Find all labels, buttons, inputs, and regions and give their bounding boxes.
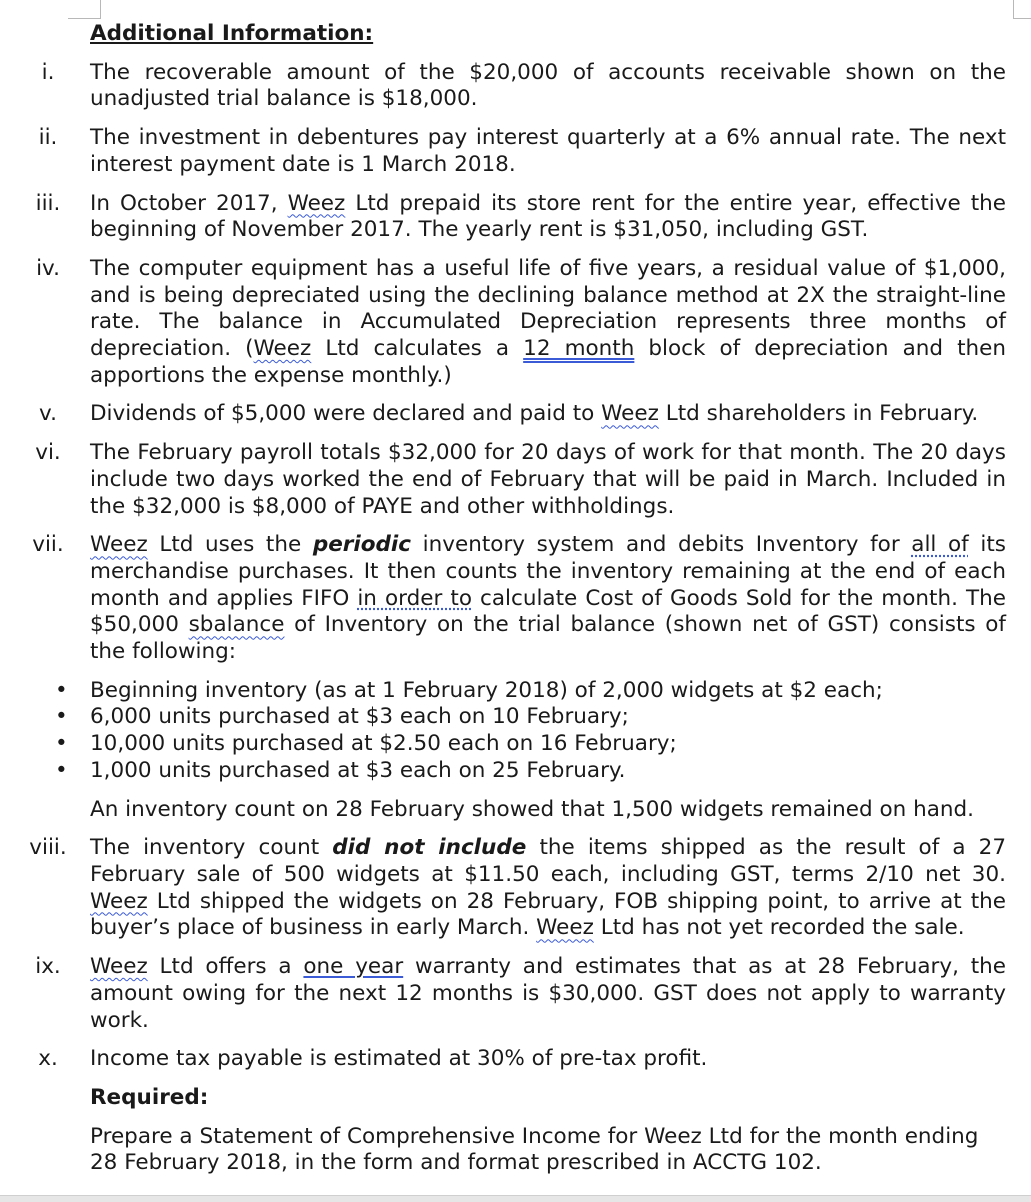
spellcheck-word[interactable]: Weez xyxy=(90,954,148,980)
bullet-text: 10,000 units purchased at $2.50 each on 16 February; xyxy=(90,731,677,757)
list-item-ii xyxy=(38,125,1006,178)
list-item-vii xyxy=(32,532,1006,666)
item-text: Ltd prepaid its store rent for the entire year, effective the beginning of November 2017. The yearly rent is $31,050, including GST. xyxy=(90,190,1006,243)
bullet-icon: • xyxy=(55,704,68,730)
emphasis-text: did not include xyxy=(332,835,527,861)
list-item-i xyxy=(41,59,1006,113)
list-item-iv xyxy=(36,255,1006,390)
list-item-vi xyxy=(35,440,1006,520)
bullet-text: 1,000 units purchased at $3 each on 25 February. xyxy=(90,757,626,783)
grammar-flag[interactable]: 12 month xyxy=(523,336,635,362)
page-corner-mark-right xyxy=(1013,0,1031,19)
item-text: its merchandise purchases. It then counts the inventory remaining at the end of each month and applies FIFO xyxy=(90,532,1006,611)
item-number: vii. xyxy=(32,532,64,558)
document-body xyxy=(29,21,1007,1189)
item-text: Ltd calculates a xyxy=(311,336,524,362)
item-number: x. xyxy=(38,1046,58,1072)
list-item-ix xyxy=(35,954,1007,1034)
inventory-count-note: An inventory count on 28 February showed that 1,500 widgets remained on hand. xyxy=(90,796,974,822)
item-text: warranty and estimates that as at 28 February, the amount owing for the next 12 months is $30,000. GST does not apply to warranty work. xyxy=(90,954,1007,1033)
grammar-flag[interactable]: in order to xyxy=(357,585,472,611)
emphasis-text: periodic xyxy=(312,532,412,558)
list-item-viii xyxy=(29,835,1006,942)
item-text: The recoverable amount of the $20,000 of accounts receivable shown on the unadjusted trial balance is $18,000. xyxy=(90,59,1006,112)
item-text: Ltd has not yet recorded the sale. xyxy=(593,915,965,941)
list-item-x xyxy=(38,1046,1006,1073)
item-text: The computer equipment has a useful life of five years, a residual value of $1,000, and is being depreciated using the declining balance method at 2X the straight-line rate. The balance in Accumulated Depreciation represents three months of depreciation. ( xyxy=(90,255,1006,362)
required-text: Prepare a Statement of Comprehensive Income for Weez Ltd for the month ending 28 February 2018, in the form and format prescribed in ACCTG 102. xyxy=(90,1123,979,1176)
section-heading: Additional Information: xyxy=(90,21,374,46)
item-number: viii. xyxy=(29,835,67,861)
item-text: Dividends of $5,000 were declared and paid to xyxy=(90,401,602,427)
list-item-v xyxy=(39,401,1006,428)
item-text: The February payroll totals $32,000 for 20 days of work for that month. The 20 days include two days worked the end of February that will be paid in March. Included in the $32,000 is $8,000 of PAYE and other withholdings. xyxy=(90,440,1006,519)
spellcheck-word[interactable]: Weez xyxy=(536,915,594,941)
item-text: Ltd uses the xyxy=(147,532,313,558)
spellcheck-word[interactable]: Weez xyxy=(253,336,312,362)
list-item-iii xyxy=(35,190,1006,244)
item-text: Ltd shipped the widgets on 28 February, FOB shipping point, to arrive at the buyer’s place of business in early March. xyxy=(90,888,1006,941)
item-text: Ltd shareholders in February. xyxy=(658,401,979,427)
bullet-item xyxy=(55,731,1006,758)
item-text: Ltd offers a xyxy=(147,954,304,980)
item-text: the items shipped as the result of a 27 February sale of 500 widgets at $11.50 each, including GST, terms 2/10 net 30. xyxy=(90,835,1006,887)
item-number: ix. xyxy=(35,954,61,980)
bullet-item xyxy=(55,677,1006,705)
bullet-icon: • xyxy=(55,731,68,757)
bullet-item xyxy=(55,757,1006,785)
item-text: block of depreciation and then apportions the expense monthly.) xyxy=(90,336,1006,388)
spellcheck-word[interactable]: Weez xyxy=(287,190,346,216)
item-text: calculate Cost of Goods Sold for the month. The $50,000 xyxy=(90,585,1006,638)
spellcheck-word[interactable]: Weez xyxy=(90,532,148,558)
item-text: of Inventory on the trial balance (shown net of GST) consists of the following: xyxy=(90,612,1006,665)
item-text: Income tax payable is estimated at 30% of pre-tax profit. xyxy=(90,1046,708,1072)
bullet-text: Beginning inventory (as at 1 February 2018) of 2,000 widgets at $2 each; xyxy=(90,677,883,703)
item-text: inventory system and debits Inventory for xyxy=(411,532,912,558)
spellcheck-word[interactable]: sbalance xyxy=(188,612,285,638)
grammar-flag[interactable]: all of xyxy=(911,532,969,558)
spellcheck-word[interactable]: Weez xyxy=(601,401,659,427)
item-number: ii. xyxy=(38,125,58,151)
bullet-text: 6,000 units purchased at $3 each on 10 February; xyxy=(90,704,629,730)
item-number: iv. xyxy=(36,255,60,281)
item-number: iii. xyxy=(35,190,61,216)
grammar-flag[interactable]: one year xyxy=(303,954,404,980)
item-text: The investment in debentures pay interest quarterly at a 6% annual rate. The next interest payment date is 1 March 2018. xyxy=(90,125,1006,177)
bullet-icon: • xyxy=(55,757,68,783)
item-text: The inventory count xyxy=(90,835,333,861)
bullet-icon: • xyxy=(55,677,68,703)
item-number: i. xyxy=(41,59,55,85)
inventory-bullet-list xyxy=(55,677,1006,785)
item-text: In October 2017, xyxy=(90,190,288,216)
spellcheck-word[interactable]: Weez xyxy=(90,888,148,914)
bullet-item xyxy=(55,704,1006,731)
required-heading: Required: xyxy=(90,1084,209,1110)
item-number: v. xyxy=(39,401,57,427)
item-number: vi. xyxy=(35,440,61,466)
page-corner-mark-left xyxy=(68,0,101,19)
